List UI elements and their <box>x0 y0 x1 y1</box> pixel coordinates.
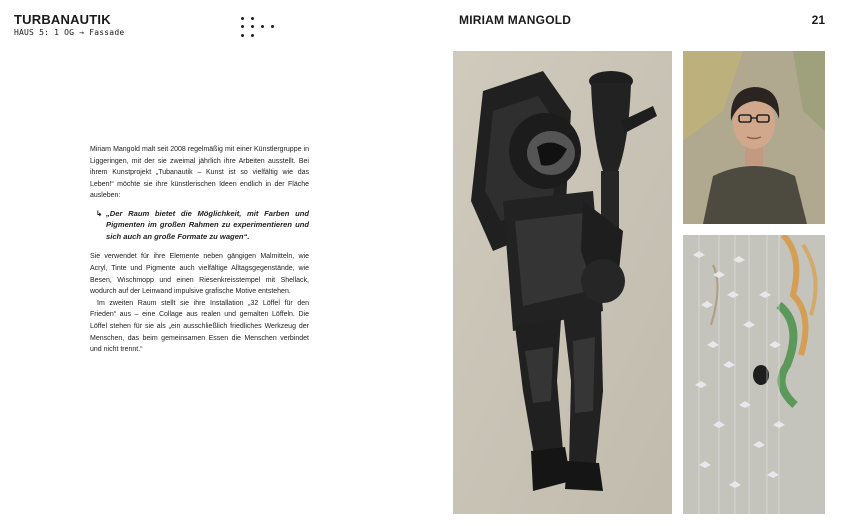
artist-name: MIRIAM MANGOLD <box>459 13 572 27</box>
paragraph-materials: Sie verwendet für ihre Elemente neben gängigen Malmitteln, wie Acryl, Tinte und Pigmente auch vielfältige Alltagsgegenstände, wie Besen, Wischmopp und einen Riesenkreisstempel mit Shellack, wodurch auf der Leinwand impulsive grafische Motive entstehen. <box>90 253 309 296</box>
paragraph-intro: Miriam Mangold malt seit 2008 regelmäßig mit einer Künstlergruppe in Liggeringen, mit der sie zweimal jährlich ihre Arbeiten ausstellt. Bei ihrem Kunstprojekt „Tubanautik – Kunst ist so vielfältig wie das Leben!“ möchte sie ihre künstlerischen Ideen endlich in der Fläche ausleben: <box>90 146 309 200</box>
dot-grid-icon <box>241 17 277 39</box>
paragraph-installation: Im zweiten Raum stellt sie ihre Installation „32 Löffel für den Frieden“ aus – eine Collage aus realen und gemalten Löffeln. Die Löffel stehen für sie als „ein ausschließlich friedliches Werkzeug der Menschen, das beim gemeinsamen Essen die Menschen verbindet und nicht trennt.“ <box>90 299 309 354</box>
astronaut-painting-image <box>453 51 672 514</box>
quote-text: „Der Raum bietet die Möglichkeit, mit Farben und Pigmenten im großen Rahmen zu experimentieren und sich auch an große Formate zu wagen“. <box>106 208 309 241</box>
page-number: 21 <box>811 13 825 27</box>
arrow-icon: ↳ <box>96 208 103 218</box>
magazine-title: TURBANAUTIK <box>14 12 111 27</box>
paper-cranes-image <box>683 235 825 514</box>
artist-portrait-image <box>683 51 825 224</box>
article-body <box>90 144 309 356</box>
pull-quote <box>96 208 309 243</box>
location-subtitle: HAUS 5: 1 OG → Fassade <box>14 28 125 37</box>
